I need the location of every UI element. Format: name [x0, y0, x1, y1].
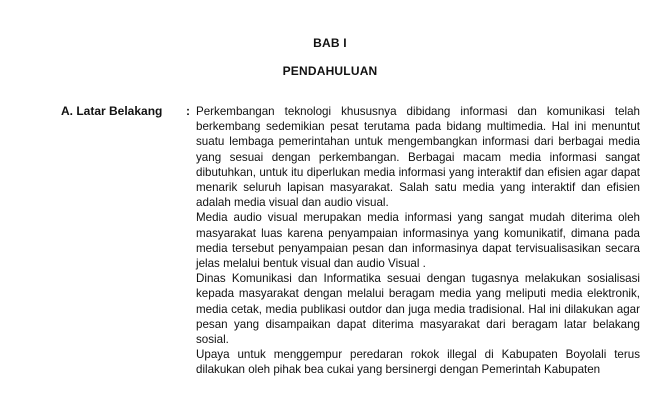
section-label: A. Latar Belakang: [61, 104, 163, 118]
paragraph: Perkembangan teknologi khususnya dibidang informasi dan komunikasi telah berkembang sedemikian pesat terutama pada bidang multimedia. Hal ini menuntut suatu lembaga pemerintahan untuk mengembangkan informasi dari berbagai media yang sesuai dengan perkembangan. Berbagai macam media informasi sangat dibutuhkan, untuk itu diperlukan media informasi yang interaktif dan efisien agar dapat menarik seluruh lapisan masyarakat. Salah satu media yang interaktif dan efisien adalah media visual dan audio visual.: [196, 105, 640, 210]
section-separator: :: [186, 104, 190, 118]
paragraph: Dinas Komunikasi dan Informatika sesuai dengan tugasnya melakukan sosialisasi kepada masyarakat dengan melalui beragam media yang meliputi media elektronik, media cetak, media publikasi outdor dan juga media tradisional. Hal ini dilakukan agar pesan yang disampaikan dapat diterima masyarakat dari beragam latar belakang sosial.: [196, 272, 640, 347]
paragraph: Media audio visual merupakan media informasi yang sangat mudah diterima oleh masyarakat luas karena penyampaian informasinya yang komunikatif, dimana pada media tersebut penyampaian pesan dan informasinya dapat tervisualisasikan secara jelas melalui bentuk visual dan audio Visual .: [196, 211, 640, 271]
paragraph: Upaya untuk menggempur peredaran rokok illegal di Kabupaten Boyolali terus dilakukan oleh pihak bea cukai yang bersinergi dengan Pemerintah Kabupaten: [196, 348, 640, 377]
section-body: [196, 104, 640, 378]
chapter-number: BAB I: [313, 36, 347, 50]
chapter-title: PENDAHULUAN: [282, 64, 378, 78]
